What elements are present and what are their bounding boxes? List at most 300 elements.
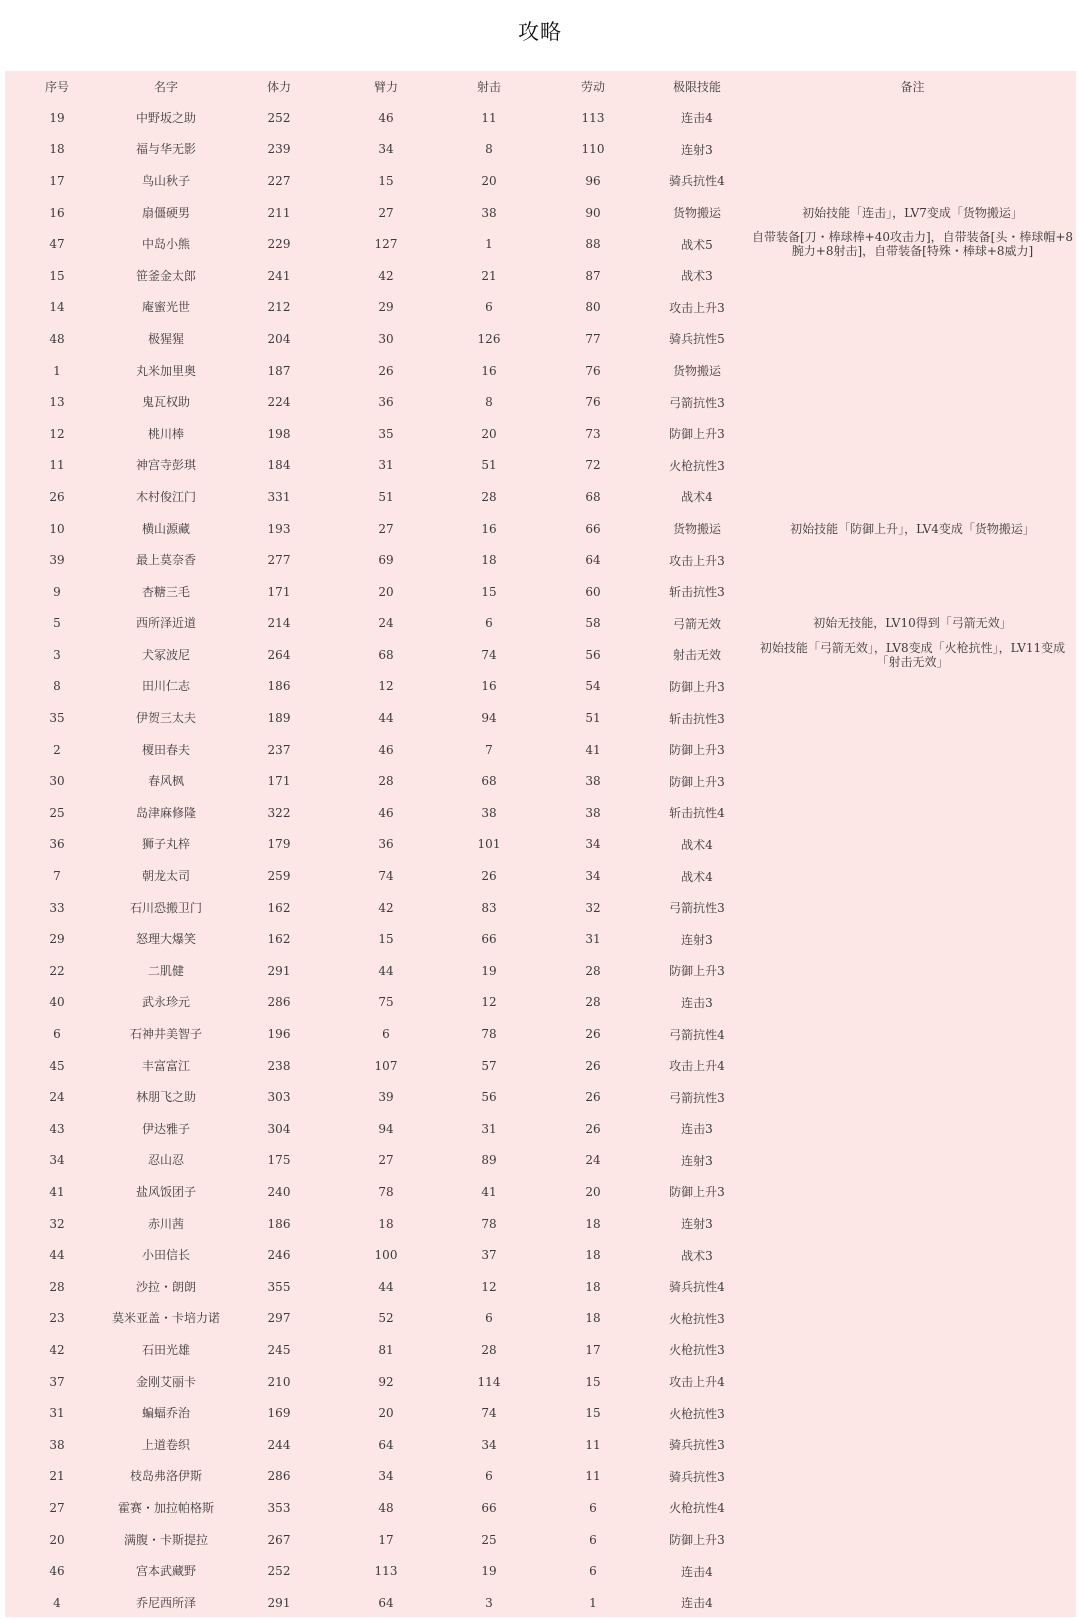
- cell-note: [749, 987, 1076, 1019]
- cell-arm: 36: [378, 837, 394, 852]
- cell-skill: 连射3: [681, 932, 713, 947]
- cell-no: 24: [49, 1090, 65, 1105]
- cell-labor: 56: [585, 647, 601, 662]
- table-row: [5, 765, 1076, 797]
- cell-note: [749, 418, 1076, 450]
- cell-no: 31: [49, 1406, 65, 1421]
- cell-skill: 防御上升3: [669, 427, 725, 442]
- cell-no: 48: [49, 331, 65, 346]
- cell-skill: 攻击上升3: [669, 553, 725, 568]
- cell-labor: 17: [585, 1342, 601, 1357]
- table-row: [5, 608, 1076, 640]
- cell-skill: 战术4: [681, 490, 713, 505]
- cell-stamina: 239: [267, 142, 291, 157]
- cell-shoot: 83: [481, 900, 497, 915]
- cell-shoot: 94: [481, 711, 497, 726]
- cell-shoot: 68: [481, 774, 497, 789]
- cell-stamina: 184: [267, 458, 291, 473]
- cell-name: 赤川茜: [147, 1216, 184, 1231]
- cell-arm: 24: [378, 616, 394, 631]
- cell-shoot: 19: [481, 963, 497, 978]
- cell-note: [749, 955, 1076, 987]
- cell-skill: 战术3: [681, 1248, 713, 1263]
- cell-skill: 斩击抗性4: [669, 806, 725, 821]
- cell-arm: 64: [378, 1437, 394, 1452]
- cell-no: 29: [49, 932, 65, 947]
- cell-no: 30: [49, 774, 65, 789]
- cell-skill: 火枪抗性3: [669, 1311, 725, 1326]
- cell-labor: 24: [585, 1153, 601, 1168]
- cell-shoot: 12: [481, 1279, 497, 1294]
- cell-note: [749, 1176, 1076, 1208]
- header-name: 名字: [153, 80, 178, 94]
- cell-arm: 28: [378, 774, 394, 789]
- table-row: [5, 1461, 1076, 1493]
- cell-labor: 76: [585, 395, 601, 410]
- cell-skill: 攻击上升4: [669, 1375, 725, 1390]
- cell-arm: 46: [378, 805, 394, 820]
- table-row: [5, 260, 1076, 292]
- cell-note: [749, 450, 1076, 482]
- cell-stamina: 187: [267, 363, 291, 378]
- cell-name: 金刚艾丽卡: [135, 1374, 196, 1389]
- cell-labor: 88: [585, 237, 601, 252]
- cell-no: 2: [53, 742, 61, 757]
- table-row: [5, 481, 1076, 513]
- cell-skill: 骑兵抗性3: [669, 1438, 725, 1453]
- cell-labor: 77: [585, 331, 601, 346]
- table-row: [5, 1397, 1076, 1429]
- cell-shoot: 3: [485, 1595, 493, 1610]
- table-row: [5, 892, 1076, 924]
- cell-arm: 44: [378, 1279, 394, 1294]
- cell-note: [749, 923, 1076, 955]
- cell-labor: 26: [585, 1121, 601, 1136]
- cell-skill: 攻击上升3: [669, 300, 725, 315]
- cell-skill: 攻击上升4: [669, 1059, 725, 1074]
- cell-arm: 27: [378, 1153, 394, 1168]
- cell-arm: 35: [378, 426, 394, 441]
- cell-stamina: 186: [267, 679, 291, 694]
- cell-labor: 6: [589, 1500, 597, 1515]
- table-row: [5, 102, 1076, 134]
- cell-stamina: 186: [267, 1216, 291, 1231]
- cell-shoot: 6: [485, 1311, 493, 1326]
- cell-stamina: 212: [267, 300, 291, 315]
- table-row: [5, 1303, 1076, 1335]
- cell-labor: 113: [581, 110, 605, 125]
- cell-skill: 火枪抗性3: [669, 1343, 725, 1358]
- table-row: [5, 987, 1076, 1019]
- cell-shoot: 38: [481, 805, 497, 820]
- cell-note: 自带装备[刀・棒球棒+40攻击力]，自带装备[头・棒球帽+8腕力+8射击]，自带装备[特殊・棒球+8威力]: [751, 230, 1074, 259]
- cell-shoot: 6: [485, 616, 493, 631]
- cell-note: [749, 102, 1076, 134]
- cell-no: 36: [49, 837, 65, 852]
- cell-stamina: 204: [267, 331, 291, 346]
- table-row: [5, 797, 1076, 829]
- header-stamina: 体力: [266, 80, 291, 94]
- cell-no: 3: [53, 647, 61, 662]
- character-table-container: [5, 71, 1076, 1617]
- cell-name: 中岛小熊: [141, 237, 190, 252]
- cell-arm: 46: [378, 110, 394, 125]
- cell-skill: 连射3: [681, 142, 713, 157]
- cell-stamina: 291: [267, 963, 291, 978]
- cell-skill: 战术3: [681, 269, 713, 284]
- cell-arm: 42: [378, 268, 394, 283]
- cell-skill: 防御上升3: [669, 1533, 725, 1548]
- cell-arm: 20: [378, 1406, 394, 1421]
- cell-shoot: 78: [481, 1216, 497, 1231]
- table-row: [5, 1239, 1076, 1271]
- cell-note: [749, 1429, 1076, 1461]
- cell-labor: 60: [585, 584, 601, 599]
- cell-note: [749, 292, 1076, 324]
- cell-skill: 弓箭抗性3: [669, 1090, 725, 1105]
- cell-shoot: 28: [481, 1342, 497, 1357]
- cell-labor: 26: [585, 1027, 601, 1042]
- cell-stamina: 353: [267, 1500, 291, 1515]
- cell-stamina: 277: [267, 553, 291, 568]
- cell-note: [749, 1239, 1076, 1271]
- cell-labor: 38: [585, 774, 601, 789]
- cell-note: [749, 1271, 1076, 1303]
- cell-arm: 34: [378, 1469, 394, 1484]
- cell-stamina: 196: [267, 1027, 291, 1042]
- cell-no: 12: [49, 426, 65, 441]
- cell-no: 19: [49, 110, 65, 125]
- table-row: [5, 1050, 1076, 1082]
- table-row: [5, 671, 1076, 703]
- cell-no: 13: [49, 395, 65, 410]
- cell-note: [749, 165, 1076, 197]
- cell-shoot: 18: [481, 553, 497, 568]
- cell-stamina: 303: [267, 1090, 291, 1105]
- cell-name: 二肌健: [147, 963, 184, 978]
- cell-shoot: 74: [481, 647, 497, 662]
- cell-note: [749, 1366, 1076, 1398]
- cell-stamina: 169: [267, 1406, 291, 1421]
- cell-name: 榎田春夫: [141, 742, 190, 757]
- cell-no: 44: [49, 1248, 65, 1263]
- cell-name: 满腹・卡斯提拉: [123, 1532, 208, 1547]
- cell-labor: 31: [585, 932, 601, 947]
- table-body: [5, 102, 1076, 1619]
- header-shoot: 射击: [476, 80, 501, 94]
- cell-shoot: 8: [485, 395, 493, 410]
- cell-stamina: 304: [267, 1121, 291, 1136]
- cell-no: 28: [49, 1279, 65, 1294]
- cell-skill: 骑兵抗性5: [669, 332, 725, 347]
- cell-shoot: 51: [481, 458, 497, 473]
- cell-labor: 38: [585, 805, 601, 820]
- cell-no: 45: [49, 1058, 65, 1073]
- table-row: [5, 1366, 1076, 1398]
- cell-name: 福与华无影: [135, 142, 196, 157]
- cell-stamina: 171: [267, 584, 291, 599]
- table-row: [5, 734, 1076, 766]
- cell-labor: 6: [589, 1532, 597, 1547]
- cell-name: 木村俊江门: [135, 489, 196, 504]
- table-row: [5, 1334, 1076, 1366]
- header-no: 序号: [44, 80, 69, 94]
- cell-labor: 15: [585, 1374, 601, 1389]
- cell-no: 1: [53, 363, 61, 378]
- cell-shoot: 56: [481, 1090, 497, 1105]
- cell-name: 春风枫: [147, 774, 184, 789]
- cell-labor: 11: [585, 1437, 601, 1452]
- table-row: [5, 1271, 1076, 1303]
- cell-shoot: 16: [481, 679, 497, 694]
- cell-name: 盐风饭团子: [135, 1184, 196, 1199]
- cell-name: 狮子丸梓: [141, 837, 190, 852]
- cell-shoot: 16: [481, 363, 497, 378]
- cell-arm: 30: [378, 331, 394, 346]
- cell-name: 丸米加里奥: [135, 363, 196, 378]
- cell-skill: 斩击抗性3: [669, 585, 725, 600]
- cell-arm: 75: [378, 995, 394, 1010]
- cell-stamina: 264: [267, 647, 291, 662]
- cell-shoot: 7: [485, 742, 493, 757]
- cell-no: 32: [49, 1216, 65, 1231]
- cell-arm: 36: [378, 395, 394, 410]
- cell-labor: 28: [585, 995, 601, 1010]
- table-row: [5, 829, 1076, 861]
- cell-labor: 32: [585, 900, 601, 915]
- cell-skill: 连击3: [681, 1122, 713, 1137]
- cell-labor: 54: [585, 679, 601, 694]
- cell-skill: 斩击抗性3: [669, 711, 725, 726]
- cell-stamina: 229: [267, 237, 291, 252]
- cell-note: 初始技能「防御上升」，LV4变成「货物搬运」: [790, 521, 1035, 536]
- cell-arm: 78: [378, 1184, 394, 1199]
- table-row: [5, 1524, 1076, 1556]
- cell-labor: 34: [585, 837, 601, 852]
- cell-shoot: 26: [481, 869, 497, 884]
- table-row: [5, 1113, 1076, 1145]
- cell-stamina: 259: [267, 869, 291, 884]
- cell-labor: 6: [589, 1564, 597, 1579]
- cell-labor: 51: [585, 711, 601, 726]
- cell-shoot: 15: [481, 584, 497, 599]
- cell-note: [749, 260, 1076, 292]
- cell-no: 7: [53, 869, 61, 884]
- cell-no: 10: [49, 521, 65, 536]
- cell-skill: 弓箭无效: [672, 616, 721, 631]
- cell-name: 丰富富江: [141, 1058, 190, 1073]
- cell-labor: 64: [585, 553, 601, 568]
- cell-skill: 弓箭抗性3: [669, 395, 725, 410]
- cell-note: [749, 1145, 1076, 1177]
- cell-shoot: 89: [481, 1153, 497, 1168]
- cell-shoot: 1: [485, 237, 493, 252]
- cell-no: 37: [49, 1374, 65, 1389]
- cell-name: 霍赛・加拉帕格斯: [117, 1500, 214, 1515]
- cell-shoot: 38: [481, 205, 497, 220]
- cell-arm: 51: [378, 489, 394, 504]
- cell-no: 34: [49, 1153, 65, 1168]
- cell-name: 鸟山秋子: [141, 173, 190, 188]
- cell-labor: 96: [585, 173, 601, 188]
- cell-skill: 防御上升3: [669, 774, 725, 789]
- table-row: [5, 197, 1076, 229]
- cell-labor: 18: [585, 1248, 601, 1263]
- cell-no: 46: [49, 1564, 65, 1579]
- cell-arm: 29: [378, 300, 394, 315]
- cell-skill: 战术4: [681, 869, 713, 884]
- table-row: [5, 544, 1076, 576]
- table-row: [5, 860, 1076, 892]
- cell-name: 极猩猩: [147, 331, 184, 346]
- cell-note: [749, 1208, 1076, 1240]
- table-row: [5, 576, 1076, 608]
- cell-stamina: 175: [267, 1153, 291, 1168]
- cell-skill: 火枪抗性4: [669, 1501, 725, 1516]
- cell-shoot: 6: [485, 1469, 493, 1484]
- cell-name: 石川恐搬卫门: [129, 900, 202, 915]
- cell-no: 9: [53, 584, 61, 599]
- cell-shoot: 25: [481, 1532, 497, 1547]
- cell-note: [749, 892, 1076, 924]
- cell-no: 17: [49, 173, 65, 188]
- cell-labor: 11: [585, 1469, 601, 1484]
- cell-name: 犬冢波尼: [141, 647, 190, 662]
- cell-note: [749, 1018, 1076, 1050]
- cell-note: [749, 544, 1076, 576]
- cell-skill: 战术4: [681, 837, 713, 852]
- cell-note: [749, 797, 1076, 829]
- cell-stamina: 244: [267, 1437, 291, 1452]
- cell-labor: 73: [585, 426, 601, 441]
- cell-shoot: 74: [481, 1406, 497, 1421]
- cell-shoot: 31: [481, 1121, 497, 1136]
- cell-arm: 68: [378, 647, 394, 662]
- cell-skill: 货物搬运: [672, 206, 721, 221]
- cell-arm: 18: [378, 1216, 394, 1231]
- cell-skill: 弓箭抗性3: [669, 901, 725, 916]
- cell-stamina: 210: [267, 1374, 291, 1389]
- cell-note: [749, 1555, 1076, 1587]
- cell-stamina: 211: [267, 205, 291, 220]
- cell-skill: 骑兵抗性4: [669, 174, 725, 189]
- cell-note: [749, 671, 1076, 703]
- table-row: [5, 1081, 1076, 1113]
- table-row: [5, 513, 1076, 545]
- cell-arm: 127: [374, 237, 398, 252]
- cell-note: 初始技能「连击」，LV7变成「货物搬运」: [802, 205, 1023, 220]
- cell-name: 西所泽近道: [135, 616, 196, 631]
- table-row: [5, 355, 1076, 387]
- cell-note: 初始技能「弓箭无效」，LV8变成「火枪抗性」，LV11变成「射击无效」: [759, 640, 1066, 669]
- cell-labor: 110: [581, 142, 605, 157]
- cell-skill: 骑兵抗性4: [669, 1280, 725, 1295]
- cell-labor: 20: [585, 1184, 601, 1199]
- cell-stamina: 193: [267, 521, 291, 536]
- cell-skill: 战术5: [681, 237, 713, 252]
- cell-name: 沙拉・朗朗: [135, 1279, 196, 1294]
- cell-stamina: 246: [267, 1248, 291, 1263]
- cell-no: 21: [49, 1469, 65, 1484]
- cell-arm: 94: [378, 1121, 394, 1136]
- cell-arm: 69: [378, 553, 394, 568]
- cell-stamina: 214: [267, 616, 291, 631]
- cell-labor: 18: [585, 1311, 601, 1326]
- cell-arm: 48: [378, 1500, 394, 1515]
- cell-labor: 26: [585, 1058, 601, 1073]
- cell-note: [749, 1461, 1076, 1493]
- cell-labor: 15: [585, 1406, 601, 1421]
- cell-labor: 72: [585, 458, 601, 473]
- cell-no: 47: [49, 237, 65, 252]
- table-row: [5, 1018, 1076, 1050]
- cell-skill: 射击无效: [672, 648, 721, 663]
- cell-stamina: 224: [267, 395, 291, 410]
- table-row: [5, 1176, 1076, 1208]
- table-row: [5, 639, 1076, 671]
- cell-note: [749, 1492, 1076, 1524]
- cell-arm: 17: [378, 1532, 394, 1547]
- cell-name: 朝龙太司: [141, 869, 190, 884]
- cell-labor: 87: [585, 268, 601, 283]
- cell-stamina: 189: [267, 711, 291, 726]
- cell-no: 40: [49, 995, 65, 1010]
- cell-skill: 防御上升3: [669, 679, 725, 694]
- cell-arm: 15: [378, 932, 394, 947]
- cell-stamina: 355: [267, 1279, 291, 1294]
- cell-skill: 连射3: [681, 1153, 713, 1168]
- cell-skill: 防御上升3: [669, 964, 725, 979]
- table-row: [5, 450, 1076, 482]
- header-labor: 劳动: [580, 80, 605, 94]
- cell-arm: 42: [378, 900, 394, 915]
- cell-labor: 26: [585, 1090, 601, 1105]
- cell-arm: 31: [378, 458, 394, 473]
- cell-skill: 骑兵抗性3: [669, 1469, 725, 1484]
- cell-name: 上道卷织: [141, 1437, 190, 1452]
- cell-arm: 64: [378, 1595, 394, 1610]
- cell-note: [749, 1303, 1076, 1335]
- cell-no: 27: [49, 1500, 65, 1515]
- cell-shoot: 19: [481, 1564, 497, 1579]
- cell-no: 38: [49, 1437, 65, 1452]
- cell-skill: 火枪抗性3: [669, 1406, 725, 1421]
- table-row: [5, 292, 1076, 324]
- table-row: [5, 228, 1076, 260]
- cell-note: [749, 576, 1076, 608]
- cell-shoot: 16: [481, 521, 497, 536]
- cell-stamina: 198: [267, 426, 291, 441]
- cell-no: 20: [49, 1532, 65, 1547]
- cell-no: 35: [49, 711, 65, 726]
- cell-skill: 火枪抗性3: [669, 458, 725, 473]
- cell-skill: 货物搬运: [672, 364, 721, 379]
- cell-stamina: 267: [267, 1532, 291, 1547]
- cell-name: 最上莫奈香: [135, 553, 196, 568]
- cell-note: [749, 765, 1076, 797]
- table-row: [5, 165, 1076, 197]
- cell-no: 8: [53, 679, 61, 694]
- cell-name: 宫本武藏野: [135, 1564, 196, 1579]
- table-header-row: [5, 71, 1076, 102]
- cell-name: 桃川棒: [147, 426, 184, 441]
- cell-arm: 52: [378, 1311, 394, 1326]
- cell-name: 石田光雄: [141, 1342, 190, 1357]
- cell-labor: 18: [585, 1279, 601, 1294]
- cell-name: 乔尼西所泽: [135, 1595, 196, 1610]
- cell-skill: 连击3: [681, 995, 713, 1010]
- cell-note: [749, 860, 1076, 892]
